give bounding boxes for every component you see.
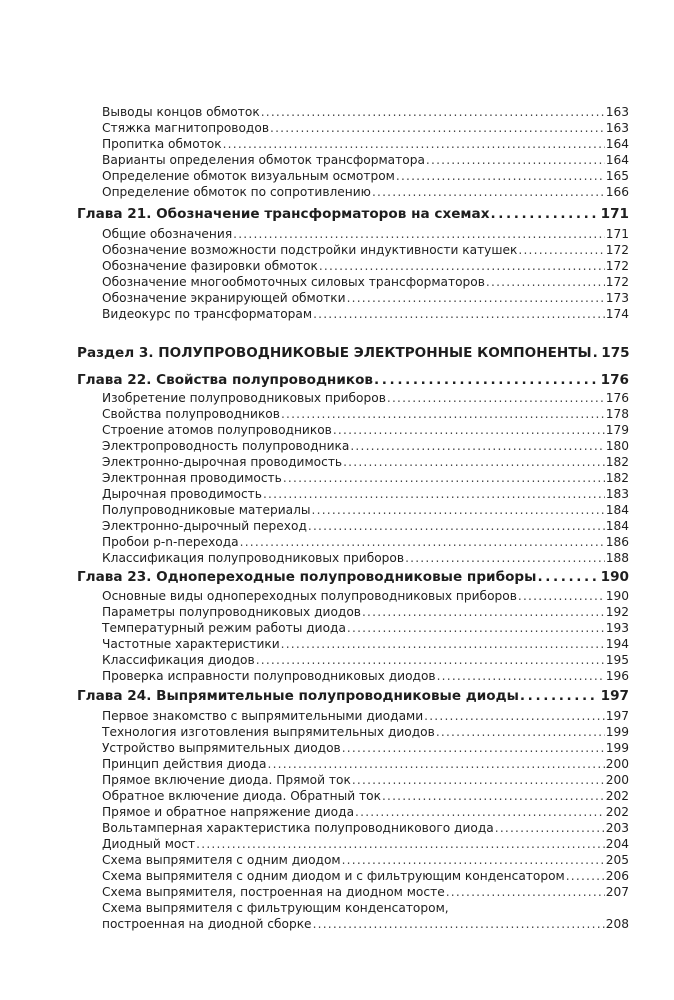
toc-chapter-page: 190 — [600, 569, 629, 585]
toc-entry — [102, 226, 629, 242]
toc-entry-title: Обратное включение диода. Обратный ток — [102, 789, 381, 803]
dot-leader — [268, 756, 605, 772]
toc-entry-title: Частотные характеристики — [102, 637, 280, 651]
dot-leader — [437, 668, 605, 684]
dot-leader — [281, 406, 605, 422]
toc-entry-title: Схема выпрямителя, построенная на диодном мосте — [102, 885, 445, 899]
toc-section-title: Раздел 3. ПОЛУПРОВОДНИКОВЫЕ ЭЛЕКТРОННЫЕ КОМПОНЕНТЫ — [77, 345, 592, 361]
toc-entry — [102, 454, 629, 470]
dot-leader — [240, 534, 605, 550]
toc-entry — [102, 820, 629, 836]
toc-entry-title: Изобретение полупроводниковых приборов — [102, 391, 386, 405]
toc-entry-page: 200 — [605, 757, 629, 771]
toc-entry — [102, 772, 629, 788]
toc-entry-page: 183 — [605, 487, 629, 501]
toc-entry-page: 199 — [605, 741, 629, 755]
dot-leader — [362, 604, 605, 620]
toc-entry — [102, 708, 629, 724]
dot-leader — [593, 344, 599, 362]
toc-entry — [102, 588, 629, 604]
toc-entry-title: Обозначение многообмоточных силовых трансформаторов — [102, 275, 485, 289]
toc-entry-page: 197 — [605, 709, 629, 723]
toc-entry — [102, 438, 629, 454]
toc-entry-page: 205 — [605, 853, 629, 867]
dot-leader — [518, 588, 605, 604]
toc-entry-title: Определение обмоток визуальным осмотром — [102, 169, 395, 183]
dot-leader — [424, 708, 605, 724]
toc-entry-title: Обозначение фазировки обмоток — [102, 259, 318, 273]
toc-entry — [102, 668, 629, 684]
toc-entry-page: 196 — [605, 669, 629, 683]
toc-entry — [102, 636, 629, 652]
dot-leader — [263, 486, 605, 502]
dot-leader — [350, 438, 604, 454]
toc-entry-page: 173 — [605, 291, 629, 305]
toc-entry — [102, 740, 629, 756]
toc-entry-title: Устройство выпрямительных диодов — [102, 741, 341, 755]
toc-entry-page: 188 — [605, 551, 629, 565]
toc-entry — [102, 274, 629, 290]
dot-leader — [405, 550, 605, 566]
toc-chapter-title: Глава 23. Однопереходные полупроводниковые приборы — [77, 569, 537, 585]
toc-entry — [102, 916, 629, 932]
toc-entry — [102, 788, 629, 804]
toc-entry-continuation: Схема выпрямителя с фильтрующим конденсатором, — [102, 901, 449, 915]
dot-leader — [518, 242, 604, 258]
toc-entry — [102, 518, 629, 534]
toc-entry-page: 199 — [605, 725, 629, 739]
dot-leader — [283, 470, 605, 486]
dot-leader — [347, 290, 605, 306]
dot-leader — [537, 568, 598, 586]
toc-entry-title: Проверка исправности полупроводниковых диодов — [102, 669, 436, 683]
toc-entry-page: 164 — [605, 137, 629, 151]
toc-entry-title: Варианты определения обмоток трансформатора — [102, 153, 425, 167]
toc-entry-title: Стяжка магнитопроводов — [102, 121, 270, 135]
toc-entry-page: 171 — [605, 227, 629, 241]
toc-chapter — [77, 568, 629, 586]
toc-entry — [102, 152, 629, 168]
dot-leader — [374, 371, 598, 389]
toc-entry-title: Классификация полупроводниковых приборов — [102, 551, 405, 565]
dot-leader — [495, 820, 605, 836]
toc-entry-title: Электропроводность полупроводника — [102, 439, 350, 453]
toc-entry — [102, 306, 629, 322]
toc-entry — [102, 168, 629, 184]
dot-leader — [256, 652, 605, 668]
toc-entry-page: 163 — [605, 121, 629, 135]
toc-entry-page: 166 — [605, 185, 629, 199]
toc-entry-title: Схема выпрямителя с одним диодом и с фильтрующим конденсатором — [102, 869, 565, 883]
toc-entry-title: Строение атомов полупроводников — [102, 423, 332, 437]
toc-entry — [102, 804, 629, 820]
dot-leader — [313, 916, 605, 932]
toc-section — [77, 344, 629, 362]
toc-entry-title: Электронная проводимость — [102, 471, 282, 485]
toc-section-page: 175 — [601, 345, 630, 361]
toc-entry-page: 179 — [605, 423, 629, 437]
dot-leader — [446, 884, 605, 900]
toc-entry-title: построенная на диодной сборке — [102, 917, 312, 931]
toc-entry-title: Определение обмоток по сопротивлению — [102, 185, 371, 199]
toc-entry-page: 182 — [605, 471, 629, 485]
toc-chapter-title: Глава 21. Обозначение трансформаторов на схемах — [77, 206, 490, 222]
dot-leader — [347, 620, 605, 636]
toc-entry-title: Электронно-дырочный переход — [102, 519, 307, 533]
dot-leader — [396, 168, 605, 184]
toc-entry-page: 165 — [605, 169, 629, 183]
dot-leader — [281, 636, 605, 652]
toc-entry-page: 208 — [605, 917, 629, 931]
toc-entry-title: Диодный мост — [102, 837, 196, 851]
toc-entry — [102, 486, 629, 502]
dot-leader — [196, 836, 605, 852]
dot-leader — [352, 772, 605, 788]
toc-chapter — [77, 371, 629, 389]
dot-leader — [270, 120, 605, 136]
dot-leader — [308, 518, 605, 534]
toc-chapter-page: 171 — [600, 206, 629, 222]
toc-entry-title: Обозначение экранирующей обмотки — [102, 291, 346, 305]
dot-leader — [520, 687, 598, 705]
toc-entry-title: Схема выпрямителя с одним диодом — [102, 853, 341, 867]
toc-entry-title: Полупроводниковые материалы — [102, 503, 311, 517]
toc-entry-title: Технология изготовления выпрямительных диодов — [102, 725, 435, 739]
toc-entry-page: 184 — [605, 519, 629, 533]
dot-leader — [486, 274, 605, 290]
toc-entry-page: 206 — [605, 869, 629, 883]
toc-entry-page: 172 — [605, 275, 629, 289]
toc-entry-page: 192 — [605, 605, 629, 619]
toc-entry-title: Первое знакомство с выпрямительными диодами — [102, 709, 424, 723]
toc-entry-page: 172 — [605, 243, 629, 257]
toc-entry-page: 174 — [605, 307, 629, 321]
toc-entry-page: 194 — [605, 637, 629, 651]
toc-chapter — [77, 687, 629, 705]
toc-entry — [102, 290, 629, 306]
toc-entry — [102, 184, 629, 200]
toc-entry — [102, 756, 629, 772]
toc-entry-page: 172 — [605, 259, 629, 273]
toc-entry — [102, 550, 629, 566]
toc-entry — [102, 534, 629, 550]
toc-chapter-page: 197 — [600, 688, 629, 704]
toc-entry-title: Общие обозначения — [102, 227, 233, 241]
toc-entry-title: Параметры полупроводниковых диодов — [102, 605, 361, 619]
toc-entry-title: Принцип действия диода — [102, 757, 267, 771]
toc-entry — [102, 620, 629, 636]
dot-leader — [342, 852, 605, 868]
dot-leader — [436, 724, 605, 740]
toc-entry-title: Дырочная проводимость — [102, 487, 262, 501]
dot-leader — [372, 184, 605, 200]
toc-entry — [102, 390, 629, 406]
toc-entry-page: 207 — [605, 885, 629, 899]
toc-entry-title: Видеокурс по трансформаторам — [102, 307, 313, 321]
toc-entry — [102, 242, 629, 258]
toc-entry-page: 195 — [605, 653, 629, 667]
toc-entry-page: 184 — [605, 503, 629, 517]
toc-entry-page: 176 — [605, 391, 629, 405]
toc-entry-title: Свойства полупроводников — [102, 407, 280, 421]
toc-entry — [102, 120, 629, 136]
toc-entry — [102, 136, 629, 152]
toc-entry — [102, 502, 629, 518]
toc-entry-title: Электронно-дырочная проводимость — [102, 455, 343, 469]
toc-entry-page: 186 — [605, 535, 629, 549]
toc-entry-title: Классификация диодов — [102, 653, 255, 667]
toc-entry-title: Основные виды однопереходных полупроводниковых приборов — [102, 589, 517, 603]
dot-leader — [333, 422, 605, 438]
toc-entry — [102, 652, 629, 668]
toc-entry — [102, 258, 629, 274]
toc-entry-page: 202 — [605, 789, 629, 803]
toc-entry — [102, 104, 629, 120]
dot-leader — [313, 306, 605, 322]
toc-entry-page: 182 — [605, 455, 629, 469]
toc-entry-title: Вольтамперная характеристика полупроводникового диода — [102, 821, 494, 835]
toc-entry-page: 203 — [605, 821, 629, 835]
dot-leader — [261, 104, 605, 120]
dot-leader — [342, 740, 605, 756]
toc-entry-page: 163 — [605, 105, 629, 119]
toc-entry — [102, 852, 629, 868]
toc-entry-title: Температурный режим работы диода — [102, 621, 346, 635]
toc-entry — [102, 422, 629, 438]
toc-entry-page: 202 — [605, 805, 629, 819]
toc-entry-title: Пропитка обмоток — [102, 137, 222, 151]
toc-entry — [102, 604, 629, 620]
dot-leader — [382, 788, 605, 804]
dot-leader — [387, 390, 605, 406]
dot-leader — [490, 205, 598, 223]
toc-entry-page: 190 — [605, 589, 629, 603]
toc-entry-page: 193 — [605, 621, 629, 635]
toc-entry-title: Выводы концов обмоток — [102, 105, 260, 119]
toc-entry-page: 204 — [605, 837, 629, 851]
toc-entry — [102, 836, 629, 852]
toc-entry — [102, 884, 629, 900]
dot-leader — [355, 804, 605, 820]
toc-entry-page: 180 — [605, 439, 629, 453]
dot-leader — [233, 226, 605, 242]
dot-leader — [319, 258, 605, 274]
dot-leader — [426, 152, 605, 168]
toc-chapter-page: 176 — [600, 372, 629, 388]
toc-entry — [102, 868, 629, 884]
toc-chapter — [77, 205, 629, 223]
toc-entry-title: Пробои p-n-перехода — [102, 535, 239, 549]
toc-entry-page: 178 — [605, 407, 629, 421]
toc-entry-title: Прямое и обратное напряжение диода — [102, 805, 355, 819]
toc-entry — [102, 470, 629, 486]
toc-entry-page: 164 — [605, 153, 629, 167]
toc-chapter-title: Глава 24. Выпрямительные полупроводниковые диоды — [77, 688, 519, 704]
toc-entry-title: Обозначение возможности подстройки индуктивности катушек — [102, 243, 518, 257]
dot-leader — [312, 502, 605, 518]
toc-entry — [102, 724, 629, 740]
toc-entry — [102, 406, 629, 422]
dot-leader — [343, 454, 605, 470]
dot-leader — [223, 136, 605, 152]
dot-leader — [566, 868, 605, 884]
toc-entry-title: Прямое включение диода. Прямой ток — [102, 773, 351, 787]
toc-entry-page: 200 — [605, 773, 629, 787]
toc-chapter-title: Глава 22. Свойства полупроводников — [77, 372, 374, 388]
